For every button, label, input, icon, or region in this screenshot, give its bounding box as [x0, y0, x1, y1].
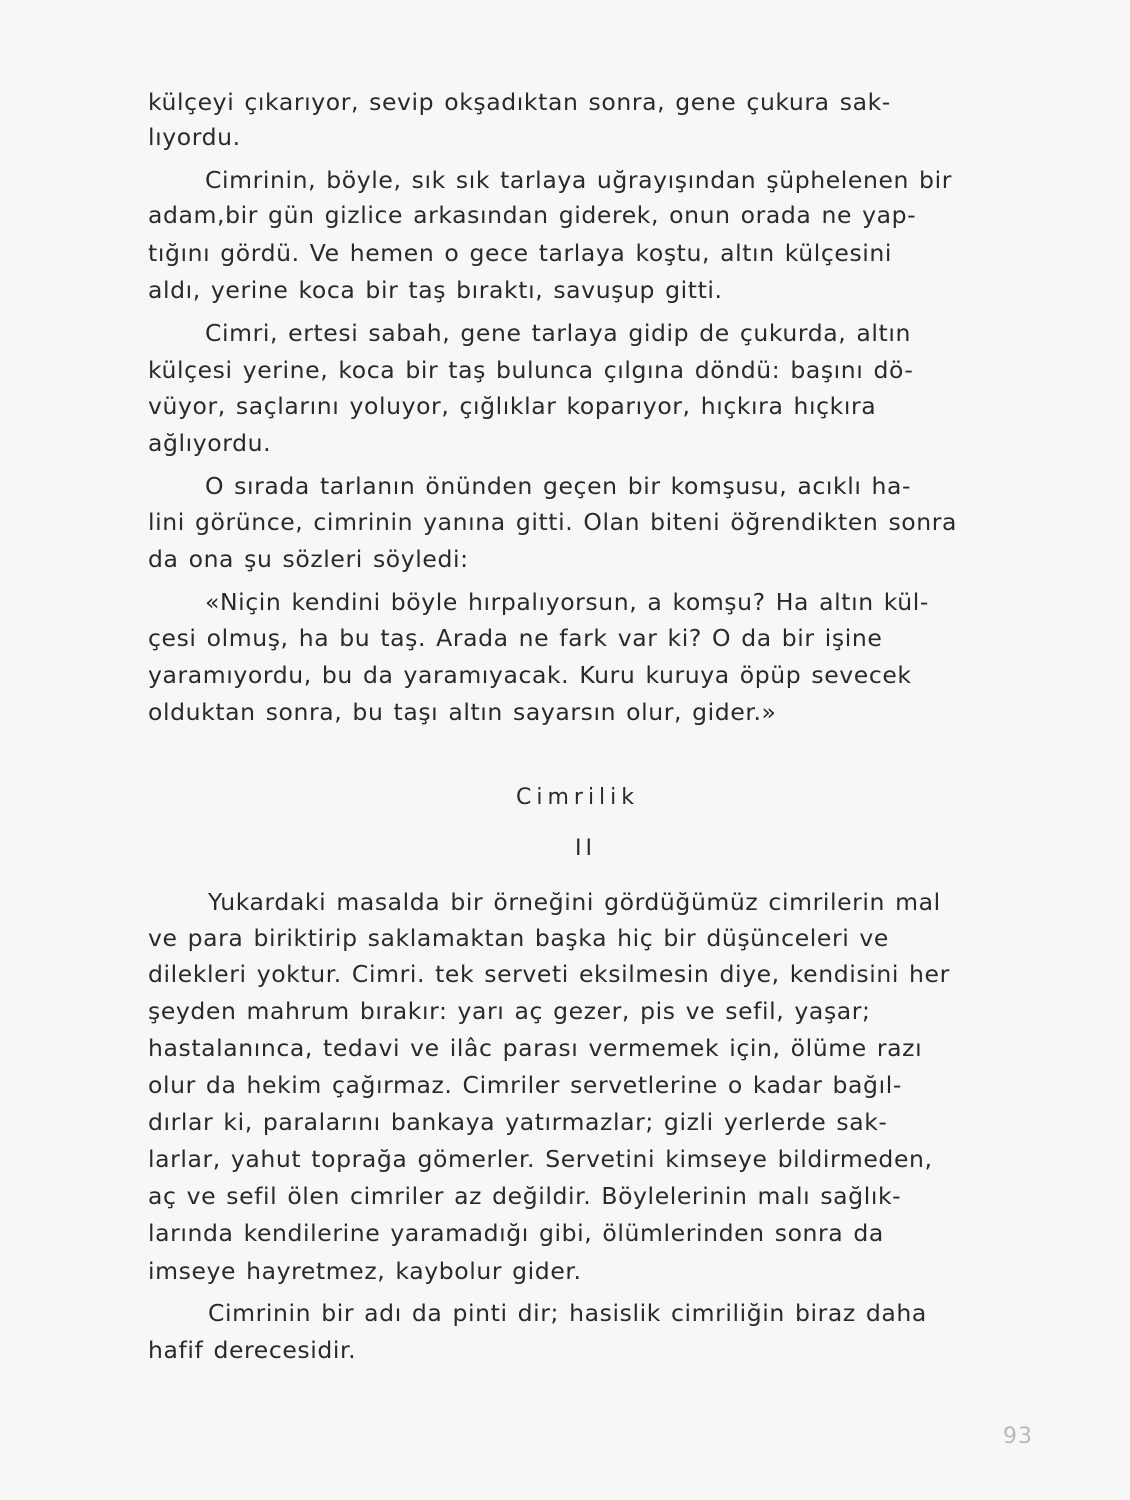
text-line: Cimrinin, böyle, sık sık tarlaya uğrayışından şüphelenen bir: [205, 166, 952, 194]
text-line: külçeyi çıkarıyor, sevip okşadıktan sonra, gene çukura sak-: [148, 88, 891, 116]
text-line: vüyor, saçlarını yoluyor, çığlıklar koparıyor, hıçkıra hıçkıra: [148, 392, 877, 420]
text-line: ağlıyordu.: [148, 429, 272, 457]
text-line: hastalanınca, tedavi ve ilâc parası vermemek için, ölüme razı: [148, 1034, 923, 1062]
text-line: dırlar ki, paralarını bankaya yatırmazlar; gizli yerlerde sak-: [148, 1108, 888, 1136]
quote-line: olduktan sonra, bu taşı altın sayarsın olur, gider.»: [148, 698, 777, 726]
text-line: tığını gördü. Ve hemen o gece tarlaya koştu, altın külçesini: [148, 239, 893, 267]
section-number: II: [575, 836, 596, 861]
text-line: larında kendilerine yaramadığı gibi, ölümlerinden sonra da: [148, 1219, 884, 1247]
text-line: ve para biriktirip saklamaktan başka hiç bir düşünceleri ve: [148, 924, 889, 952]
text-line: Cimri, ertesi sabah, gene tarlaya gidip de çukurda, altın: [205, 319, 911, 347]
text-line: hafif derecesidir.: [148, 1336, 357, 1364]
quote-line: «Niçin kendini böyle hırpalıyorsun, a komşu? Ha altın kül-: [205, 588, 929, 616]
text-line: Yukardaki masalda bir örneğini gördüğümüz cimrilerin mal: [208, 888, 941, 916]
text-line: imseye hayretmez, kaybolur gider.: [148, 1257, 582, 1285]
text-line: lini görünce, cimrinin yanına gitti. Olan biteni öğrendikten sonra: [148, 508, 958, 536]
text-line: dilekleri yoktur. Cimri. tek serveti eksilmesin diye, kendisini her: [148, 960, 950, 988]
text-line: Cimrinin bir adı da pinti dir; hasislik cimriliğin biraz daha: [208, 1299, 927, 1327]
text-line: külçesi yerine, koca bir taş bulunca çılgına döndü: başını dö-: [148, 356, 914, 384]
text-line: lıyordu.: [148, 123, 241, 151]
text-line: larlar, yahut toprağa gömerler. Servetini kimseye bildirmeden,: [148, 1145, 933, 1173]
text-line: adam,bir gün gizlice arkasından giderek, onun orada ne yap-: [148, 201, 917, 229]
quote-line: çesi olmuş, ha bu taş. Arada ne fark var ki? O da bir işine: [148, 624, 883, 652]
text-line: olur da hekim çağırmaz. Cimriler servetlerine o kadar bağıl-: [148, 1071, 902, 1099]
text-line: aç ve sefil ölen cimriler az değildir. Böylelerinin malı sağlık-: [148, 1182, 902, 1210]
quote-line: yaramıyordu, bu da yaramıyacak. Kuru kuruya öpüp sevecek: [148, 661, 912, 689]
text-line: aldı, yerine koca bir taş bıraktı, savuşup gitti.: [148, 276, 723, 304]
text-line: şeyden mahrum bırakır: yarı aç gezer, pis ve sefil, yaşar;: [148, 997, 871, 1025]
text-line: O sırada tarlanın önünden geçen bir komşusu, acıklı ha-: [205, 472, 912, 500]
page-number: 93: [1003, 1424, 1033, 1449]
section-title: Cimrilik: [516, 785, 640, 810]
text-line: da ona şu sözleri söyledi:: [148, 545, 469, 573]
